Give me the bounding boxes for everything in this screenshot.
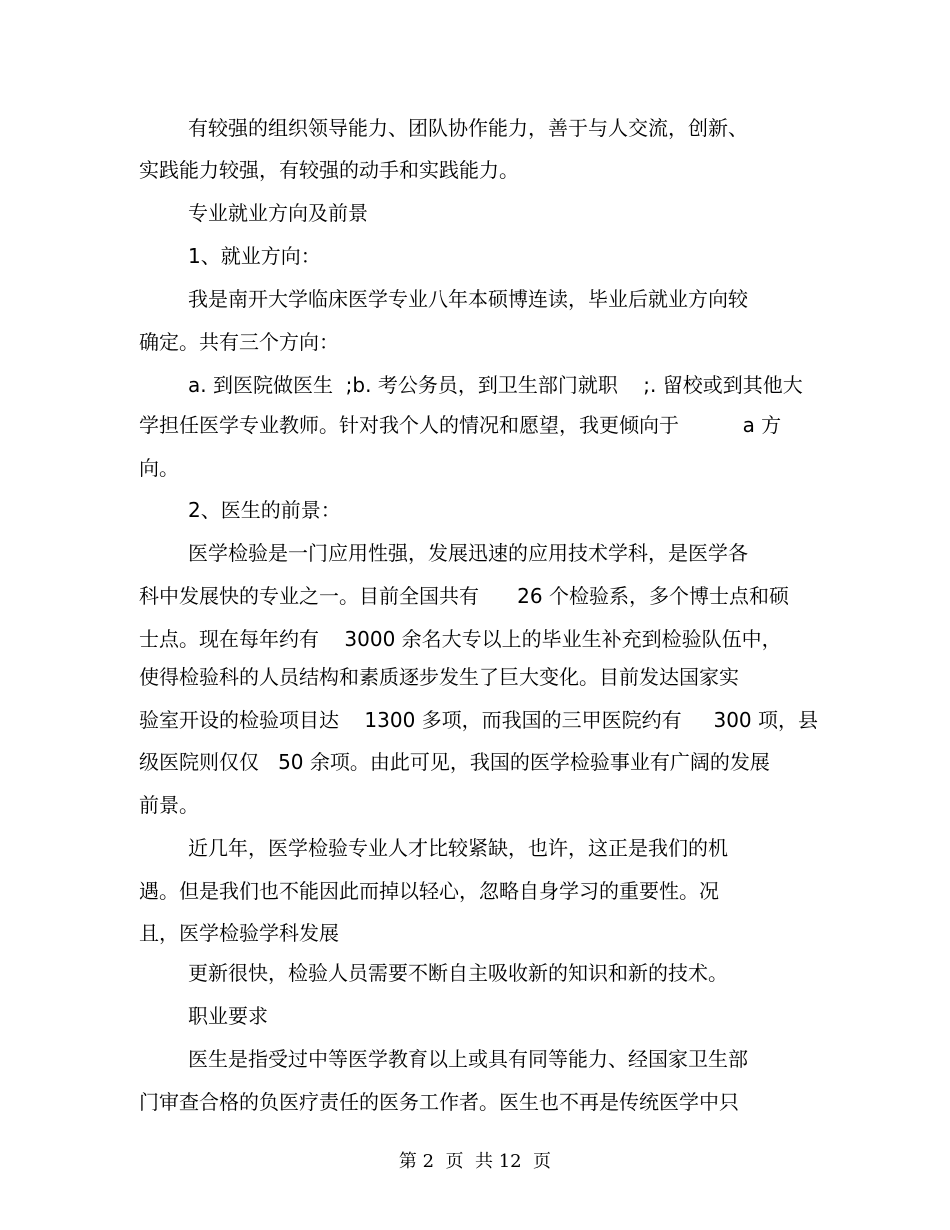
text-line: 更新很快，检验人员需要不断自主吸收新的知识和新的技术。 bbox=[188, 961, 728, 985]
text-line: 学担任医学专业教师。针对我个人的情况和愿望，我更倾向于 a 方 bbox=[139, 413, 782, 437]
page-footer: 第 2 页 共 12 页 bbox=[398, 1151, 552, 1172]
text-line: 级医院则仅仅 50 余项。由此可见，我国的医学检验事业有广阔的发展 bbox=[139, 750, 770, 774]
text-line: 我是南开大学临床医学专业八年本硕博连读，毕业后就业方向较 bbox=[188, 287, 748, 311]
section-heading: 职业要求 bbox=[188, 1004, 268, 1028]
numbered-heading: 2、医生的前景： bbox=[188, 498, 341, 522]
text-line: 士点。现在每年约有 3000 余名大专以上的毕业生补充到检验队伍中， bbox=[139, 627, 782, 651]
text-line: 有较强的组织领导能力、团队协作能力，善于与人交流，创新、 bbox=[188, 116, 748, 140]
text-line: 前景。 bbox=[139, 793, 199, 817]
text-line: 遇。但是我们也不能因此而掉以轻心，忽略自身学习的重要性。况 bbox=[139, 879, 719, 903]
text-line: 医生是指受过中等医学教育以上或具有同等能力、经国家卫生部 bbox=[188, 1047, 748, 1071]
text-line: 门审查合格的负医疗责任的医务工作者。医生也不再是传统医学中只 bbox=[139, 1090, 739, 1114]
text-line: 使得检验科的人员结构和素质逐步发生了巨大变化。目前发达国家实 bbox=[139, 665, 739, 689]
text-line: 近几年，医学检验专业人才比较紧缺，也许，这正是我们的机 bbox=[188, 836, 728, 860]
section-heading: 专业就业方向及前景 bbox=[188, 201, 368, 225]
text-line: 向。 bbox=[139, 456, 179, 480]
text-line: 确定。共有三个方向： bbox=[139, 330, 339, 354]
numbered-heading: 1、就业方向： bbox=[188, 244, 321, 268]
text-line: 科中发展快的专业之一。目前全国共有 26 个检验系，多个博士点和硕 bbox=[139, 584, 789, 608]
text-line: 医学检验是一门应用性强，发展迅速的应用技术学科，是医学各 bbox=[188, 541, 748, 565]
text-line: 验室开设的检验项目达 1300 多项，而我国的三甲医院约有 300 项，县 bbox=[139, 708, 819, 732]
text-line: a. 到医院做医生 ;b. 考公务员，到卫生部门就职 ;. 留校或到其他大 bbox=[188, 373, 803, 397]
text-line: 且，医学检验学科发展 bbox=[139, 921, 339, 945]
text-line: 实践能力较强，有较强的动手和实践能力。 bbox=[139, 158, 519, 182]
